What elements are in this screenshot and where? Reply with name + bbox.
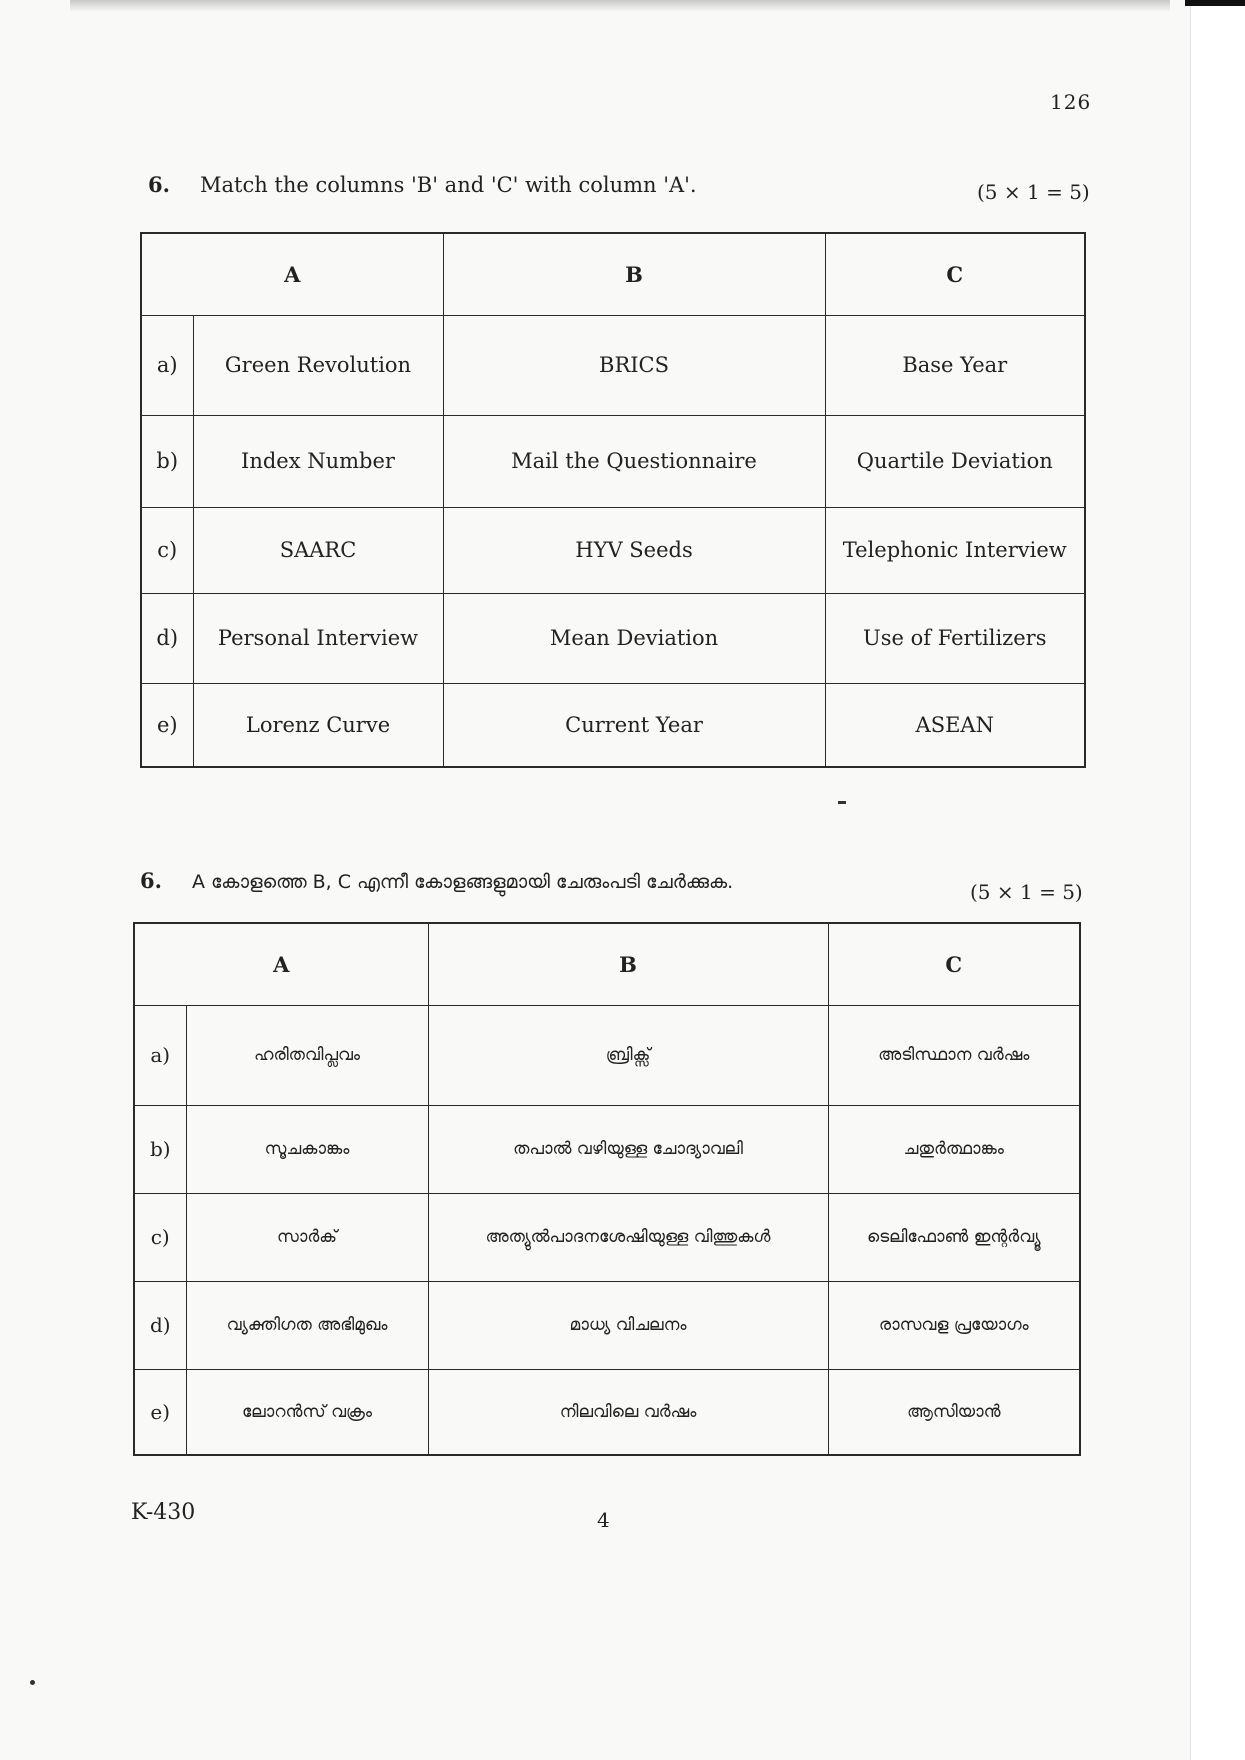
column-a-header: A — [134, 923, 428, 1005]
column-c-cell: രാസവള പ്രയോഗം — [828, 1281, 1080, 1369]
row-label: e) — [134, 1369, 186, 1455]
row-label: a) — [134, 1005, 186, 1105]
row-label: a) — [141, 315, 193, 415]
column-c-cell: ആസിയാൻ — [828, 1369, 1080, 1455]
malayalam-question-heading — [140, 868, 733, 893]
column-b-cell: തപാൽ വഴിയുള്ള ചോദ്യാവലി — [428, 1105, 828, 1193]
table-row — [141, 415, 1085, 507]
page-number: 126 — [1050, 90, 1092, 114]
question-text: A കോളത്തെ B, C എന്നീ കോളങ്ങളുമായി ചേരുംപടി ചേർക്കുക. — [192, 871, 734, 893]
column-a-cell: Index Number — [193, 415, 443, 507]
english-match-table — [140, 232, 1086, 768]
column-a-cell: സാർക് — [186, 1193, 428, 1281]
question-text: Match the columns 'B' and 'C' with column 'A'. — [200, 173, 697, 197]
footer-page-number: 4 — [597, 1508, 610, 1532]
row-label: d) — [141, 593, 193, 683]
question-number: 6. — [140, 868, 162, 893]
scan-mark — [30, 1680, 35, 1685]
table-row — [141, 683, 1085, 767]
header-row — [134, 923, 1080, 1005]
question-marks: (5 × 1 = 5) — [970, 880, 1083, 904]
row-label: c) — [141, 507, 193, 593]
column-a-cell: ഹരിതവിപ്ലവം — [186, 1005, 428, 1105]
row-label: e) — [141, 683, 193, 767]
table-row — [141, 593, 1085, 683]
table-row — [134, 1193, 1080, 1281]
column-a-cell: Lorenz Curve — [193, 683, 443, 767]
column-b-cell: Current Year — [443, 683, 825, 767]
question-number: 6. — [148, 172, 170, 197]
table-row — [141, 507, 1085, 593]
column-b-cell: മാധ്യ വിചലനം — [428, 1281, 828, 1369]
column-c-header: C — [825, 233, 1085, 315]
row-label: b) — [141, 415, 193, 507]
column-c-cell: ചതുർത്ഥാങ്കം — [828, 1105, 1080, 1193]
column-c-cell: അടിസ്ഥാന വർഷം — [828, 1005, 1080, 1105]
table-row — [134, 1105, 1080, 1193]
column-b-cell: HYV Seeds — [443, 507, 825, 593]
scan-margin — [1190, 0, 1245, 1760]
exam-code: K-430 — [131, 1500, 196, 1525]
column-b-cell: BRICS — [443, 315, 825, 415]
column-a-header: A — [141, 233, 443, 315]
column-c-cell: Base Year — [825, 315, 1085, 415]
column-b-cell: Mail the Questionnaire — [443, 415, 825, 507]
column-a-cell: വ്യക്തിഗത അഭിമുഖം — [186, 1281, 428, 1369]
column-a-cell: SAARC — [193, 507, 443, 593]
column-c-cell: Use of Fertilizers — [825, 593, 1085, 683]
column-c-header: C — [828, 923, 1080, 1005]
column-b-header: B — [443, 233, 825, 315]
table-row — [134, 1369, 1080, 1455]
scan-shadow — [70, 0, 1170, 12]
row-label: d) — [134, 1281, 186, 1369]
column-c-cell: Telephonic Interview — [825, 507, 1085, 593]
column-a-cell: Green Revolution — [193, 315, 443, 415]
row-label: b) — [134, 1105, 186, 1193]
column-c-cell: ടെലിഫോൺ ഇന്റർവ്യൂ — [828, 1193, 1080, 1281]
scan-mark — [838, 801, 846, 804]
table-row — [141, 315, 1085, 415]
question-marks: (5 × 1 = 5) — [977, 180, 1090, 204]
column-b-cell: നിലവിലെ വർഷം — [428, 1369, 828, 1455]
malayalam-match-table — [133, 922, 1081, 1456]
column-b-cell: ബ്രിക്സ് — [428, 1005, 828, 1105]
table-row — [134, 1005, 1080, 1105]
column-a-cell: Personal Interview — [193, 593, 443, 683]
english-question-heading — [148, 172, 697, 197]
column-c-cell: Quartile Deviation — [825, 415, 1085, 507]
table-row — [134, 1281, 1080, 1369]
header-row — [141, 233, 1085, 315]
row-label: c) — [134, 1193, 186, 1281]
column-a-cell: സൂചകാങ്കം — [186, 1105, 428, 1193]
column-b-cell: Mean Deviation — [443, 593, 825, 683]
column-b-cell: അത്യുൽപാദനശേഷിയുള്ള വിത്തുകൾ — [428, 1193, 828, 1281]
scan-edge — [1185, 0, 1245, 6]
column-a-cell: ലോറൻസ് വക്രം — [186, 1369, 428, 1455]
column-c-cell: ASEAN — [825, 683, 1085, 767]
column-b-header: B — [428, 923, 828, 1005]
